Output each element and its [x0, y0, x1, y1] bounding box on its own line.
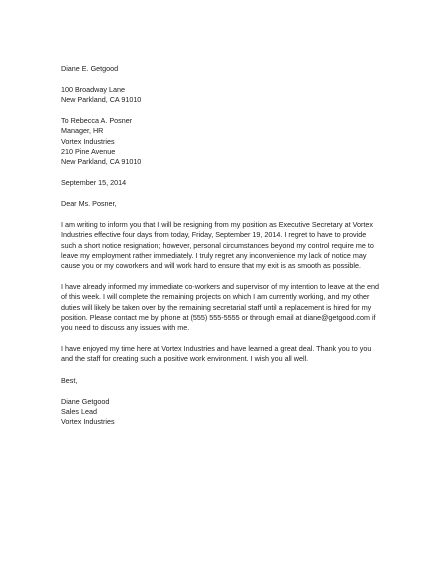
paragraph-line: cause you or my coworkers and will work hard to ensure that my exit is as smooth as possible.: [61, 261, 362, 271]
paragraph-line: you need to discuss any issues with me.: [61, 323, 190, 333]
signature-name: Diane Getgood: [61, 396, 110, 406]
recipient-address: [61, 116, 383, 167]
body-paragraph-3: [61, 344, 383, 365]
salutation-block: [61, 199, 383, 209]
body-paragraph-1: [61, 220, 383, 271]
recipient-line1: To Rebecca A. Posner: [61, 116, 133, 126]
sender-address: [61, 85, 383, 106]
sender-address-line2: New Parkland, CA 91010: [61, 95, 142, 105]
paragraph-line: position. Please contact me by phone at (555) 555-5555 or through email at diane@getgood.com if: [61, 312, 376, 322]
letter-date-block: [61, 178, 383, 188]
signature-title: Sales Lead: [61, 406, 97, 416]
paragraph-line: I have already informed my immediate co-workers and supervisor of my intention to leave at the end: [61, 282, 380, 292]
paragraph-line: such a short notice resignation; however, personal circumstances beyond my control require me to: [61, 240, 374, 250]
paragraph-line: I am writing to inform you that I will be resigning from my position as Executive Secretary at Vortex: [61, 219, 373, 229]
paragraph-line: Industries effective four days from today, Friday, September 19, 2014. I regret to have to provide: [61, 230, 367, 240]
recipient-line3: Vortex Industries: [61, 136, 115, 146]
closing-block: [61, 376, 383, 386]
letter-date: September 15, 2014: [61, 178, 127, 188]
paragraph-line: I have enjoyed my time here at Vortex Industries and have learned a great deal. Thank you to you: [61, 344, 372, 354]
resignation-letter: [61, 64, 383, 427]
paragraph-line: leave my employment rather immediately. I truly regret any inconvenience my lack of notice may: [61, 250, 367, 260]
signature-company: Vortex Industries: [61, 417, 115, 427]
recipient-line2: Manager, HR: [61, 126, 104, 136]
body-paragraph-2: [61, 282, 383, 333]
paragraph-line: duties will likely be taken over by the remaining secretarial staff until a replacement is hired for my: [61, 302, 372, 312]
sender-address-line1: 100 Broadway Lane: [61, 84, 125, 94]
sender-name-block: [61, 64, 383, 74]
recipient-line4: 210 Pine Avenue: [61, 146, 116, 156]
sender-name: Diane E. Getgood: [61, 64, 119, 73]
salutation: Dear Ms. Posner,: [61, 199, 117, 209]
closing: Best,: [61, 375, 78, 385]
paragraph-line: and the staff for creating such a positive work environment. I wish you all well.: [61, 354, 309, 364]
paragraph-line: of this week. I will complete the remaining projects on which I am currently working, and my other: [61, 292, 370, 302]
signature-block: [61, 397, 383, 428]
recipient-line5: New Parkland, CA 91010: [61, 157, 142, 167]
